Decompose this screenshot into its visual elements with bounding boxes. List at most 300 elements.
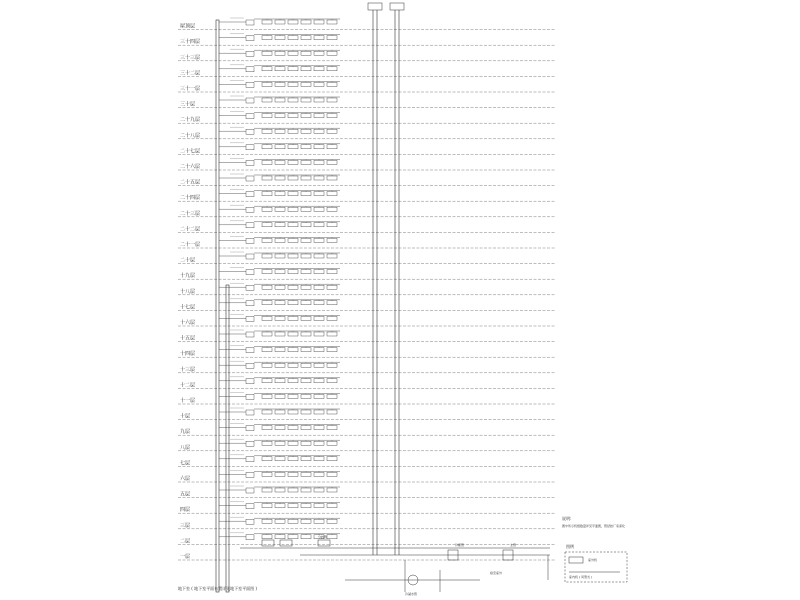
indoor-unit bbox=[301, 394, 311, 398]
indoor-unit bbox=[288, 145, 298, 149]
floor-label: 三十四层 bbox=[180, 39, 201, 46]
indoor-unit bbox=[288, 98, 298, 102]
indoor-unit bbox=[262, 301, 272, 305]
bottom-caption: 地下室 ( 地下室平面布置详见地下室平面图 ) bbox=[178, 586, 257, 591]
floor-label: 三层 bbox=[180, 522, 191, 529]
outdoor-unit-2 bbox=[390, 3, 404, 10]
floor-label: 二十二层 bbox=[180, 226, 201, 233]
indoor-unit bbox=[275, 192, 285, 196]
floor-label: 十三层 bbox=[180, 366, 196, 373]
floor-row bbox=[178, 299, 555, 311]
indoor-unit bbox=[301, 504, 311, 508]
indoor-unit bbox=[288, 223, 298, 227]
floor-row bbox=[178, 65, 555, 77]
indoor-unit bbox=[301, 192, 311, 196]
indoor-unit bbox=[327, 285, 337, 289]
indoor-unit bbox=[327, 51, 337, 55]
branch-box bbox=[246, 238, 254, 243]
notes-title: 说明: bbox=[562, 516, 572, 521]
indoor-unit bbox=[327, 207, 337, 211]
floor-label: 三十一层 bbox=[180, 86, 201, 92]
indoor-unit bbox=[327, 457, 337, 461]
indoor-unit bbox=[262, 114, 272, 118]
indoor-unit bbox=[262, 394, 272, 398]
branch-box bbox=[246, 223, 254, 228]
indoor-unit bbox=[327, 176, 337, 180]
indoor-unit bbox=[301, 160, 311, 164]
branch-box bbox=[246, 145, 254, 150]
indoor-unit bbox=[262, 82, 272, 86]
indoor-unit bbox=[288, 254, 298, 258]
indoor-unit bbox=[275, 472, 285, 476]
indoor-unit bbox=[262, 285, 272, 289]
indoor-unit bbox=[314, 223, 324, 227]
floor-row bbox=[178, 18, 555, 30]
indoor-unit bbox=[262, 160, 272, 164]
indoor-unit bbox=[262, 223, 272, 227]
floor-label: 十七层 bbox=[180, 304, 196, 311]
branch-box bbox=[246, 316, 254, 321]
indoor-unit bbox=[288, 441, 298, 445]
floor-label: 六层 bbox=[180, 476, 191, 482]
indoor-unit bbox=[301, 36, 311, 40]
indoor-unit bbox=[275, 114, 285, 118]
floor-row bbox=[178, 80, 555, 92]
floor-row bbox=[178, 392, 555, 404]
indoor-unit bbox=[275, 145, 285, 149]
floor-row bbox=[178, 470, 555, 482]
floor-label: 十八层 bbox=[180, 288, 196, 295]
indoor-unit bbox=[275, 394, 285, 398]
indoor-unit bbox=[314, 254, 324, 258]
floor-label: 十一层 bbox=[180, 398, 196, 404]
floor-row bbox=[178, 377, 555, 389]
indoor-unit bbox=[288, 192, 298, 196]
indoor-unit bbox=[327, 98, 337, 102]
indoor-unit bbox=[314, 176, 324, 180]
indoor-unit bbox=[288, 176, 298, 180]
floor-label: 二十九层 bbox=[180, 117, 201, 124]
indoor-unit bbox=[262, 457, 272, 461]
indoor-unit bbox=[301, 223, 311, 227]
floor-label: 屋顶层 bbox=[180, 23, 196, 30]
indoor-unit bbox=[314, 394, 324, 398]
indoor-unit bbox=[327, 410, 337, 414]
indoor-unit bbox=[327, 332, 337, 336]
indoor-unit bbox=[262, 207, 272, 211]
indoor-unit bbox=[327, 519, 337, 523]
indoor-unit bbox=[314, 519, 324, 523]
indoor-unit bbox=[301, 535, 311, 539]
indoor-unit bbox=[288, 20, 298, 24]
floor-row bbox=[178, 502, 555, 514]
branch-box bbox=[246, 301, 254, 306]
indoor-unit bbox=[288, 535, 298, 539]
outdoor-unit-1 bbox=[368, 3, 382, 10]
indoor-unit bbox=[288, 472, 298, 476]
floor-row bbox=[178, 283, 555, 295]
riser-left bbox=[216, 20, 219, 592]
indoor-unit bbox=[275, 160, 285, 164]
floor-row bbox=[178, 553, 555, 560]
indoor-unit bbox=[262, 192, 272, 196]
indoor-unit bbox=[314, 192, 324, 196]
indoor-unit bbox=[314, 441, 324, 445]
indoor-unit bbox=[327, 223, 337, 227]
floor-label: 二十层 bbox=[180, 257, 196, 264]
floor-row bbox=[178, 34, 555, 46]
branch-box bbox=[246, 426, 254, 431]
floor-rows bbox=[178, 18, 555, 560]
indoor-unit bbox=[275, 51, 285, 55]
indoor-unit bbox=[314, 20, 324, 24]
legend bbox=[565, 543, 627, 582]
floor-row bbox=[178, 221, 555, 233]
indoor-unit bbox=[275, 176, 285, 180]
indoor-unit bbox=[262, 51, 272, 55]
floor-label: 二十三层 bbox=[180, 210, 201, 217]
indoor-unit bbox=[301, 176, 311, 180]
floor-label: 二十一层 bbox=[180, 242, 201, 248]
indoor-unit bbox=[275, 519, 285, 523]
floor-row bbox=[178, 424, 555, 436]
indoor-unit bbox=[288, 504, 298, 508]
branch-box bbox=[246, 36, 254, 41]
indoor-unit bbox=[262, 316, 272, 320]
branch-box bbox=[246, 129, 254, 134]
indoor-unit bbox=[288, 379, 298, 383]
branch-box bbox=[246, 332, 254, 337]
indoor-unit bbox=[301, 488, 311, 492]
indoor-unit bbox=[314, 51, 324, 55]
floor-row bbox=[178, 346, 555, 358]
floor-row bbox=[178, 486, 555, 498]
indoor-unit bbox=[275, 129, 285, 133]
branch-box bbox=[246, 98, 254, 103]
floor-label: 二十六层 bbox=[180, 164, 201, 170]
indoor-unit bbox=[262, 129, 272, 133]
floor-row bbox=[178, 205, 555, 217]
indoor-unit bbox=[275, 285, 285, 289]
branch-box bbox=[246, 535, 254, 540]
indoor-unit bbox=[301, 145, 311, 149]
ground-floor-details bbox=[240, 540, 550, 592]
indoor-unit bbox=[275, 363, 285, 367]
indoor-unit bbox=[288, 270, 298, 274]
floor-row bbox=[178, 236, 555, 248]
floor-label: 十六层 bbox=[180, 320, 196, 326]
annotation-1: 分歧管 bbox=[318, 535, 328, 539]
indoor-unit bbox=[288, 332, 298, 336]
indoor-unit bbox=[327, 504, 337, 508]
indoor-unit bbox=[327, 441, 337, 445]
indoor-unit bbox=[301, 316, 311, 320]
annotation-5: 接至室外 bbox=[490, 571, 503, 575]
indoor-unit bbox=[275, 426, 285, 430]
floor-row bbox=[178, 408, 555, 420]
indoor-unit bbox=[262, 348, 272, 352]
branch-box bbox=[246, 270, 254, 275]
indoor-unit bbox=[262, 363, 272, 367]
indoor-unit bbox=[314, 207, 324, 211]
indoor-unit bbox=[288, 301, 298, 305]
branch-box bbox=[246, 285, 254, 290]
indoor-unit bbox=[275, 301, 285, 305]
legend-item-indoor: 室内机 ( 风管式 ) bbox=[569, 575, 593, 579]
indoor-unit bbox=[327, 254, 337, 258]
floor-label: 三十二层 bbox=[180, 70, 201, 77]
indoor-unit bbox=[288, 114, 298, 118]
branch-box bbox=[246, 394, 254, 399]
floor-row bbox=[178, 455, 555, 467]
indoor-unit bbox=[301, 51, 311, 55]
floor-row bbox=[178, 127, 555, 139]
indoor-unit bbox=[301, 410, 311, 414]
floor-label: 八层 bbox=[180, 444, 191, 451]
indoor-unit bbox=[314, 238, 324, 242]
indoor-unit bbox=[288, 410, 298, 414]
indoor-unit bbox=[262, 488, 272, 492]
indoor-unit bbox=[314, 332, 324, 336]
notes-text: 图中所示机组数量详见平面图，管径按厂家深化 bbox=[562, 524, 626, 528]
indoor-unit bbox=[327, 488, 337, 492]
indoor-unit bbox=[275, 36, 285, 40]
indoor-unit bbox=[327, 363, 337, 367]
indoor-unit bbox=[288, 426, 298, 430]
branch-box bbox=[246, 363, 254, 368]
indoor-unit bbox=[262, 254, 272, 258]
indoor-unit bbox=[262, 20, 272, 24]
floor-label: 十二层 bbox=[180, 382, 196, 389]
indoor-unit bbox=[288, 82, 298, 86]
indoor-unit bbox=[314, 410, 324, 414]
branch-box bbox=[246, 254, 254, 259]
annotation-2: 冷媒管 bbox=[455, 543, 465, 547]
indoor-unit bbox=[262, 472, 272, 476]
indoor-unit bbox=[314, 488, 324, 492]
floor-label: 十五层 bbox=[180, 335, 196, 342]
indoor-unit bbox=[301, 457, 311, 461]
indoor-unit bbox=[262, 145, 272, 149]
floor-label: 九层 bbox=[180, 429, 191, 436]
branch-box bbox=[246, 114, 254, 119]
floor-row bbox=[178, 439, 555, 451]
floor-label: 十层 bbox=[180, 413, 191, 420]
branch-box bbox=[246, 379, 254, 384]
indoor-unit bbox=[314, 285, 324, 289]
legend-outdoor-icon bbox=[569, 557, 583, 563]
branch-box bbox=[246, 20, 254, 25]
indoor-unit bbox=[301, 82, 311, 86]
indoor-unit bbox=[262, 67, 272, 71]
indoor-unit bbox=[301, 270, 311, 274]
floor-row bbox=[178, 268, 555, 280]
indoor-unit bbox=[275, 457, 285, 461]
floor-label: 二层 bbox=[180, 538, 191, 545]
indoor-unit bbox=[314, 301, 324, 305]
indoor-unit bbox=[327, 348, 337, 352]
indoor-unit bbox=[262, 441, 272, 445]
indoor-unit bbox=[314, 457, 324, 461]
indoor-unit bbox=[262, 270, 272, 274]
indoor-unit bbox=[314, 348, 324, 352]
indoor-unit bbox=[275, 223, 285, 227]
legend-title: 图例 bbox=[566, 544, 574, 549]
indoor-unit bbox=[288, 363, 298, 367]
indoor-unit bbox=[314, 379, 324, 383]
indoor-unit bbox=[275, 488, 285, 492]
indoor-unit bbox=[314, 270, 324, 274]
floor-row bbox=[178, 361, 555, 373]
indoor-unit bbox=[301, 379, 311, 383]
branch-box bbox=[246, 176, 254, 181]
indoor-unit bbox=[301, 472, 311, 476]
indoor-unit bbox=[262, 36, 272, 40]
branch-box bbox=[246, 472, 254, 477]
indoor-unit bbox=[301, 426, 311, 430]
branch-box bbox=[246, 82, 254, 87]
indoor-unit bbox=[301, 363, 311, 367]
indoor-unit bbox=[275, 379, 285, 383]
indoor-unit bbox=[275, 441, 285, 445]
indoor-unit bbox=[288, 348, 298, 352]
indoor-unit bbox=[288, 519, 298, 523]
indoor-unit bbox=[327, 36, 337, 40]
indoor-unit bbox=[314, 67, 324, 71]
branch-box bbox=[246, 488, 254, 493]
indoor-unit bbox=[301, 207, 311, 211]
indoor-unit bbox=[327, 379, 337, 383]
indoor-unit bbox=[275, 504, 285, 508]
branch-box bbox=[246, 441, 254, 446]
indoor-unit bbox=[288, 207, 298, 211]
floor-label: 一层 bbox=[180, 554, 191, 560]
floor-label: 二十八层 bbox=[180, 132, 201, 139]
indoor-unit bbox=[301, 238, 311, 242]
indoor-unit bbox=[314, 129, 324, 133]
floor-label: 十九层 bbox=[180, 273, 196, 280]
indoor-unit bbox=[288, 316, 298, 320]
indoor-unit bbox=[275, 270, 285, 274]
indoor-unit bbox=[288, 36, 298, 40]
floor-row bbox=[178, 143, 555, 155]
indoor-unit bbox=[275, 535, 285, 539]
floor-label: 四层 bbox=[180, 507, 191, 514]
floor-label: 二十七层 bbox=[180, 148, 201, 155]
floor-row bbox=[178, 49, 555, 61]
top-outdoor-units bbox=[368, 3, 404, 10]
indoor-unit bbox=[327, 82, 337, 86]
floor-row bbox=[178, 190, 555, 202]
floor-label: 三十层 bbox=[180, 101, 196, 108]
floor-row bbox=[178, 314, 555, 326]
branch-box bbox=[246, 67, 254, 72]
indoor-unit bbox=[301, 67, 311, 71]
indoor-unit bbox=[262, 98, 272, 102]
indoor-unit bbox=[262, 238, 272, 242]
indoor-unit bbox=[327, 67, 337, 71]
floor-row bbox=[178, 252, 555, 264]
indoor-unit bbox=[262, 176, 272, 180]
indoor-unit bbox=[275, 98, 285, 102]
floor-label: 五层 bbox=[180, 491, 191, 498]
indoor-unit bbox=[275, 238, 285, 242]
indoor-unit bbox=[288, 457, 298, 461]
indoor-unit bbox=[314, 472, 324, 476]
indoor-unit bbox=[288, 129, 298, 133]
indoor-unit bbox=[314, 114, 324, 118]
indoor-unit bbox=[301, 129, 311, 133]
indoor-unit bbox=[301, 348, 311, 352]
indoor-unit bbox=[262, 426, 272, 430]
floor-label: 三十三层 bbox=[180, 54, 201, 61]
indoor-unit bbox=[327, 129, 337, 133]
indoor-unit bbox=[327, 114, 337, 118]
floor-row bbox=[178, 96, 555, 108]
indoor-unit bbox=[275, 254, 285, 258]
branch-box bbox=[246, 192, 254, 197]
indoor-unit bbox=[288, 238, 298, 242]
indoor-unit bbox=[314, 98, 324, 102]
indoor-unit bbox=[301, 519, 311, 523]
indoor-unit bbox=[301, 441, 311, 445]
indoor-unit bbox=[275, 348, 285, 352]
indoor-unit bbox=[262, 535, 272, 539]
indoor-unit bbox=[327, 301, 337, 305]
indoor-unit bbox=[275, 316, 285, 320]
branch-box bbox=[246, 51, 254, 56]
legend-item-outdoor: 室外机 bbox=[588, 558, 598, 562]
floor-row bbox=[178, 517, 555, 529]
floor-row bbox=[178, 158, 555, 170]
indoor-unit bbox=[275, 410, 285, 414]
branch-box bbox=[246, 519, 254, 524]
branch-box bbox=[246, 348, 254, 353]
indoor-unit bbox=[314, 145, 324, 149]
indoor-unit bbox=[288, 394, 298, 398]
indoor-unit bbox=[275, 67, 285, 71]
indoor-unit bbox=[314, 82, 324, 86]
indoor-unit bbox=[327, 535, 337, 539]
riser-right bbox=[226, 285, 229, 592]
indoor-unit bbox=[301, 332, 311, 336]
floor-label: 二十五层 bbox=[180, 179, 201, 186]
branch-box bbox=[246, 410, 254, 415]
indoor-unit bbox=[275, 20, 285, 24]
annotation-3: 主管 bbox=[510, 543, 517, 547]
floor-label: 二十四层 bbox=[180, 195, 201, 202]
indoor-unit bbox=[275, 332, 285, 336]
indoor-unit bbox=[288, 285, 298, 289]
indoor-unit bbox=[327, 426, 337, 430]
indoor-unit bbox=[314, 363, 324, 367]
annotation-4: 冷凝水管 bbox=[405, 592, 418, 596]
floor-label: 十四层 bbox=[180, 351, 196, 358]
branch-box bbox=[246, 504, 254, 509]
indoor-unit bbox=[301, 285, 311, 289]
indoor-unit bbox=[288, 488, 298, 492]
indoor-unit bbox=[275, 207, 285, 211]
indoor-unit bbox=[262, 504, 272, 508]
branch-box bbox=[246, 207, 254, 212]
indoor-unit bbox=[262, 379, 272, 383]
indoor-unit bbox=[327, 192, 337, 196]
indoor-unit bbox=[301, 98, 311, 102]
floor-label: 七层 bbox=[180, 460, 191, 467]
indoor-unit bbox=[327, 472, 337, 476]
indoor-unit bbox=[301, 20, 311, 24]
indoor-unit bbox=[314, 316, 324, 320]
